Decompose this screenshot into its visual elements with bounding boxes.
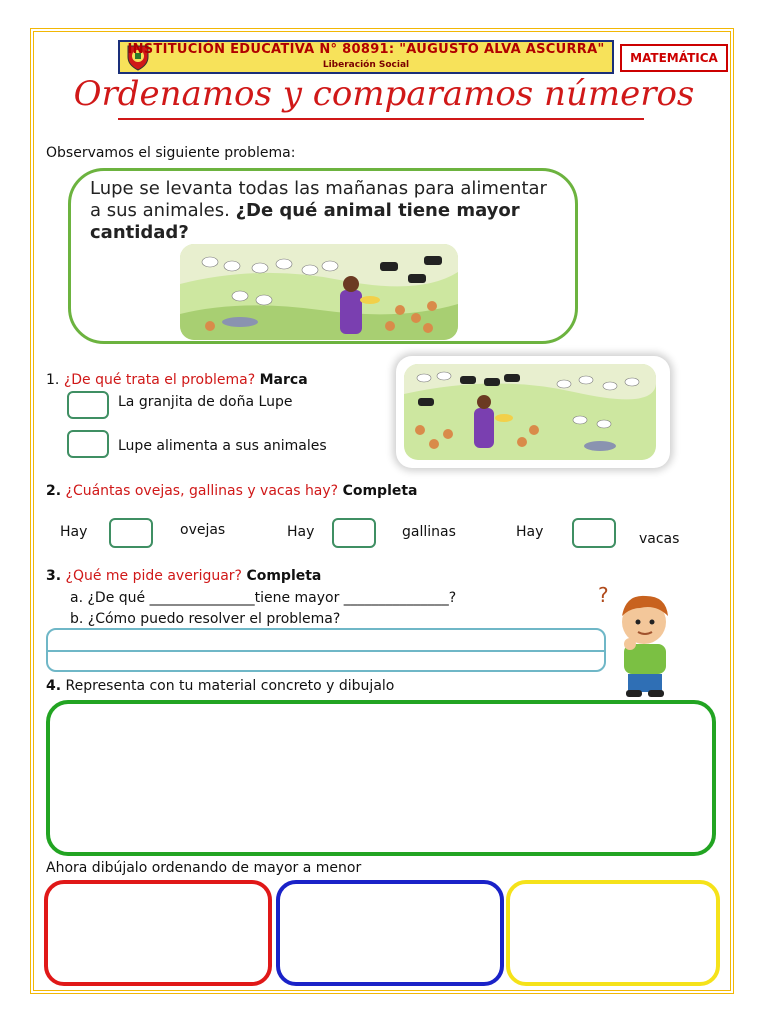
q3-item-b: b. ¿Cómo puedo resolver el problema?	[70, 611, 341, 627]
svg-text:?: ?	[598, 583, 609, 607]
problem-text	[90, 178, 550, 244]
q2-heading	[46, 483, 418, 499]
q4-heading	[46, 678, 394, 694]
q3-question: ¿Qué me pide averiguar?	[65, 568, 242, 584]
title-underline	[118, 118, 644, 120]
q2-item-1-prefix: Hay	[60, 524, 88, 540]
q1-number: 1.	[46, 372, 60, 388]
institution-motto: Liberación Social	[322, 60, 410, 70]
q2-item-3-prefix: Hay	[516, 524, 544, 540]
order-box-blue[interactable]	[276, 880, 504, 986]
intro-text: Observamos el siguiente problema:	[46, 145, 296, 161]
q2-hen-count-input[interactable]	[332, 518, 376, 548]
q4-number: 4.	[46, 678, 62, 694]
q1-option-2-label: Lupe alimenta a sus animales	[118, 438, 327, 454]
q2-item-2-label: gallinas	[402, 524, 456, 540]
q2-number: 2.	[46, 483, 62, 499]
page-title: Ordenamos y comparamos números	[73, 74, 695, 114]
q2-instruction: Completa	[342, 483, 418, 499]
q3-answer-lines[interactable]	[46, 628, 606, 672]
q1-farm-picture	[404, 364, 656, 460]
q4-drawing-area[interactable]	[46, 700, 716, 856]
q1-instruction: Marca	[259, 372, 308, 388]
q4-text: Representa con tu material concreto y dibujalo	[65, 678, 395, 694]
q3-number: 3.	[46, 568, 62, 584]
thinking-boy-image	[596, 582, 692, 700]
order-box-red[interactable]	[44, 880, 272, 986]
q2-cow-count-input[interactable]	[572, 518, 616, 548]
q2-question: ¿Cuántas ovejas, gallinas y vacas hay?	[65, 483, 339, 499]
problem-statement: Lupe se levanta todas las mañanas para alimentar a sus animales.	[90, 178, 547, 221]
q2-item-3-label: vacas	[639, 531, 680, 547]
q1-option-1-label: La granjita de doña Lupe	[118, 394, 293, 410]
q2-item-2-prefix: Hay	[287, 524, 315, 540]
order-box-yellow[interactable]	[506, 880, 720, 986]
q2-sheep-count-input[interactable]	[109, 518, 153, 548]
farm-scene-image	[180, 244, 458, 340]
q3-item-a: a. ¿De qué _______________tiene mayor _______________?	[70, 590, 457, 606]
q2-item-1-label: ovejas	[180, 522, 226, 538]
q3-heading	[46, 568, 321, 584]
order-prompt: Ahora dibújalo ordenando de mayor a menor	[46, 860, 362, 876]
institution-name: INSTITUCIÓN EDUCATIVA N° 80891: "AUGUSTO ALVA ASCURRA"	[127, 42, 605, 57]
q1-option-2-checkbox[interactable]	[67, 430, 109, 458]
q1-option-1-checkbox[interactable]	[67, 391, 109, 419]
problem-question: ¿De qué animal tiene mayor cantidad?	[90, 200, 520, 243]
q3-instruction: Completa	[246, 568, 322, 584]
q1-heading	[46, 372, 308, 388]
q1-question: ¿De qué trata el problema?	[63, 372, 256, 388]
subject-badge: MATEMÁTICA	[620, 44, 728, 72]
